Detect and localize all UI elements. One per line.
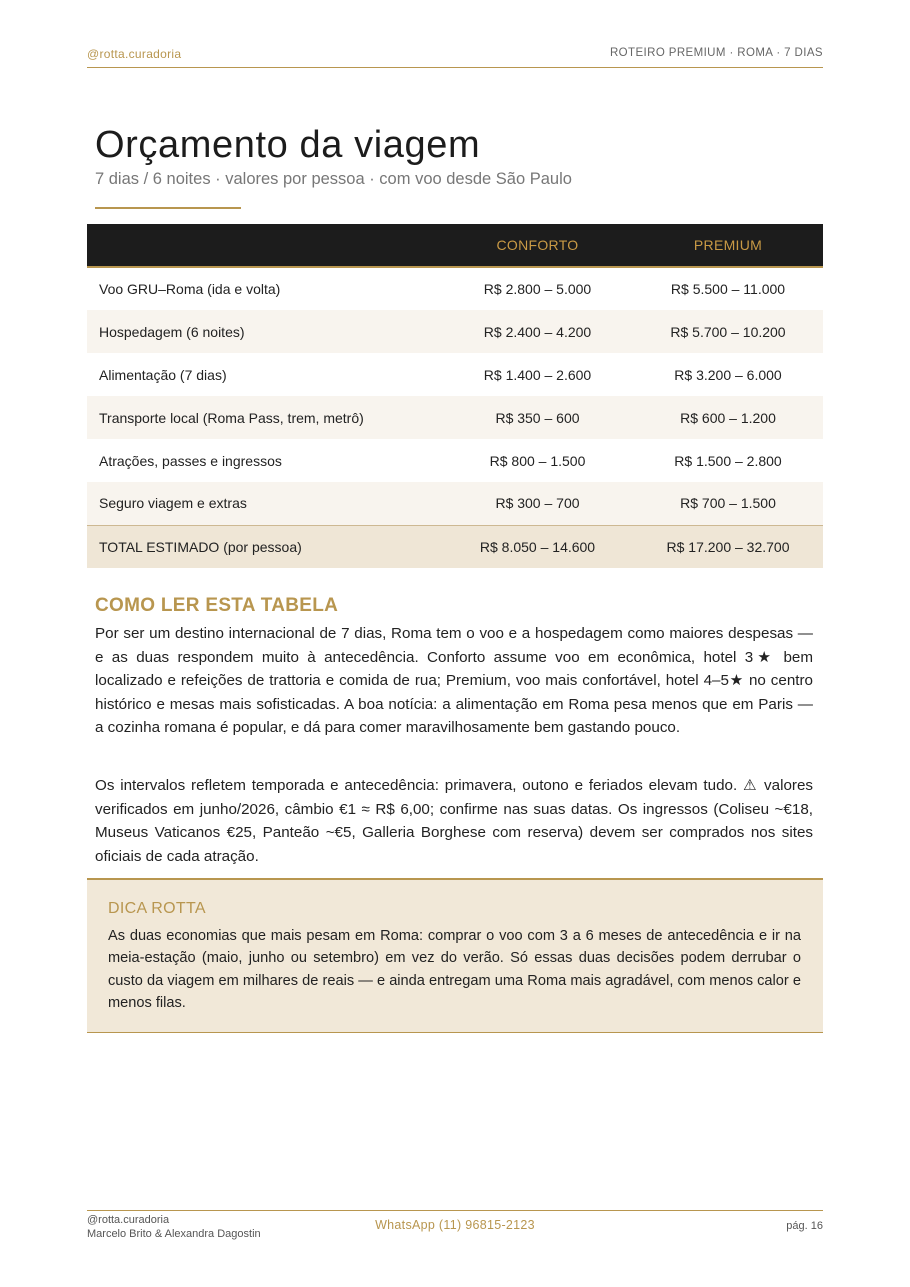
page-header (87, 46, 823, 68)
page-subtitle: 7 dias / 6 noites · valores por pessoa · com voo desde São Paulo (95, 170, 572, 188)
footer-handle: @rotta.curadoria (87, 1214, 170, 1226)
row-item-label: Hospedagem (6 noites) (87, 310, 442, 353)
explanation-paragraph: Os intervalos refletem temporada e antecedência: primavera, outono e feriados elevam tudo. ⚠ valores verificados em junho/2026, câmbio €1 ≈ R$ 6,00; confirme nas suas datas. Os ingressos (Coliseu ~€18, Museus Vaticanos €25, Panteão ~€5, Galleria Borghese com reserva) devem ser comprados nos sites oficiais de cada atração. (95, 777, 813, 865)
row-premium-value: R$ 700 – 1.500 (633, 482, 823, 525)
table-header-row (87, 224, 823, 267)
row-conforto-value: R$ 800 – 1.500 (442, 439, 633, 482)
row-premium-value: R$ 1.500 – 2.800 (633, 439, 823, 482)
table-row (87, 310, 823, 353)
tip-box (87, 878, 823, 1033)
title-underline (95, 207, 241, 209)
row-premium-value: R$ 3.200 – 6.000 (633, 353, 823, 396)
table-total-row (87, 525, 823, 568)
page-footer (87, 1210, 823, 1250)
row-item-label: Voo GRU–Roma (ida e volta) (87, 267, 442, 310)
row-premium-value: R$ 600 – 1.200 (633, 396, 823, 439)
table-row (87, 439, 823, 482)
row-premium-value: R$ 5.500 – 11.000 (633, 267, 823, 310)
row-conforto-value: R$ 350 – 600 (442, 396, 633, 439)
header-document-label: ROTEIRO PREMIUM · ROMA · 7 DIAS (609, 47, 823, 59)
footer-whatsapp: WhatsApp (11) 96815-2123 (375, 1218, 535, 1232)
row-conforto-value: R$ 2.800 – 5.000 (442, 267, 633, 310)
column-header-item (87, 224, 442, 267)
row-premium-value: R$ 5.700 – 10.200 (633, 310, 823, 353)
header-handle: @rotta.curadoria (87, 47, 182, 61)
explanation-paragraph: Por ser um destino internacional de 7 dias, Roma tem o voo e a hospedagem como maiores despesas — e as duas respondem muito à antecedência. Conforto assume voo em econômica, hotel 3★ bem localizado e refeições de trattoria e comida de rua; Premium, voo mais confortável, hotel 4–5★ no centro histórico e mesas mais sofisticadas. A boa notícia: a alimentação em Roma pesa menos que em Paris — a cozinha romana é popular, e dá para comer maravilhosamente bem gastando pouco. (95, 625, 813, 737)
tip-title: DICA ROTTA (108, 900, 206, 917)
table-row (87, 353, 823, 396)
row-conforto-value: R$ 2.400 – 4.200 (442, 310, 633, 353)
footer-page-number: pág. 16 (786, 1220, 823, 1232)
row-conforto-value: R$ 300 – 700 (442, 482, 633, 525)
row-conforto-value: R$ 1.400 – 2.600 (442, 353, 633, 396)
row-item-label: Transporte local (Roma Pass, trem, metrô) (87, 396, 442, 439)
total-conforto-value: R$ 8.050 – 14.600 (442, 525, 633, 568)
table-row (87, 396, 823, 439)
row-item-label: Seguro viagem e extras (87, 482, 442, 525)
footer-authors: Marcelo Brito & Alexandra Dagostin (87, 1228, 261, 1240)
section-heading: COMO LER ESTA TABELA (95, 595, 339, 616)
budget-table (87, 224, 823, 568)
column-header-premium: PREMIUM (633, 224, 823, 267)
table-row (87, 267, 823, 310)
page-title: Orçamento da viagem (95, 124, 481, 166)
tip-text: As duas economias que mais pesam em Roma: comprar o voo com 3 a 6 meses de antecedência e ir na meia-estação (maio, junho ou setembro) em vez do verão. Só essas duas decisões podem derrubar o custo da viagem em milhares de reais — e ainda entregam uma Roma mais agradável, com menos calor e menos filas. (108, 928, 801, 1011)
row-item-label: Alimentação (7 dias) (87, 353, 442, 396)
column-header-conforto: CONFORTO (442, 224, 633, 267)
total-premium-value: R$ 17.200 – 32.700 (633, 525, 823, 568)
row-item-label: Atrações, passes e ingressos (87, 439, 442, 482)
total-label: TOTAL ESTIMADO (por pessoa) (87, 525, 442, 568)
table-row (87, 482, 823, 525)
